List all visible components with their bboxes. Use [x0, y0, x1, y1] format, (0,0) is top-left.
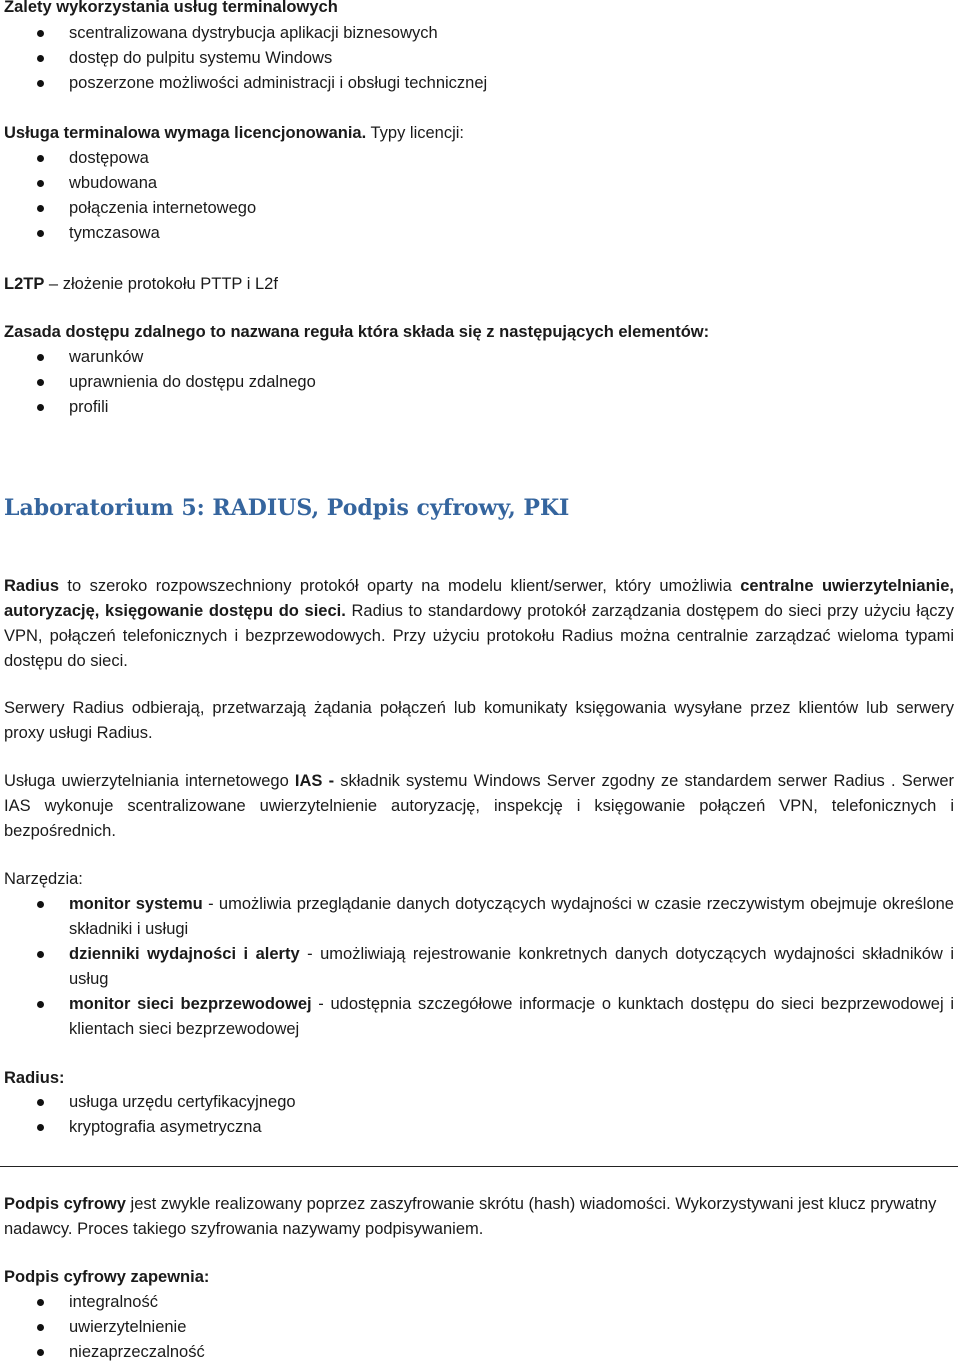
- l2tp-desc: – złożenie protokołu PTTP i L2f: [44, 275, 278, 293]
- remote-access-list: [0, 345, 954, 420]
- license-bold: Usługa terminalowa wymaga licencjonowania.: [4, 124, 367, 142]
- list-item: [0, 992, 954, 1042]
- list-item: usługa urzędu certyfikacyjnego: [0, 1090, 954, 1115]
- remote-access-title: Zasada dostępu zdalnego to nazwana reguła która składa się z następujących elementów:: [4, 323, 710, 341]
- license-paragraph: [4, 121, 954, 146]
- list-item: kryptografia asymetryczna: [0, 1115, 954, 1140]
- tools-list: [0, 892, 954, 1042]
- list-item: profili: [0, 395, 954, 420]
- terminal-title: Zalety wykorzystania usług terminalowych: [4, 0, 338, 16]
- list-item: tymczasowa: [0, 221, 954, 246]
- radius-bold-2: centralne uwierzytelnianie, autoryzację, księgowanie dostępu do sieci.: [4, 577, 954, 620]
- signature-provides-title: Podpis cyfrowy zapewnia:: [4, 1268, 210, 1286]
- list-item: warunków: [0, 345, 954, 370]
- servers-paragraph: Serwery Radius odbierają, przetwarzają żądania połączeń lub komunikaty księgowania wysyłane przez klientów lub serwery proxy usługi Radius.: [4, 699, 954, 742]
- tool-term: monitor sieci bezprzewodowej: [69, 995, 312, 1013]
- tool-term: monitor systemu: [69, 895, 203, 913]
- list-item: [0, 942, 954, 992]
- list-item: dostępowa: [0, 146, 954, 171]
- l2tp-paragraph: [4, 272, 954, 297]
- signature-paragraph: [4, 1192, 954, 1242]
- ias-paragraph: [4, 769, 954, 844]
- list-item: poszerzone możliwości administracji i obsługi technicznej: [0, 71, 954, 96]
- tools-title: Narzędzia:: [4, 870, 83, 888]
- l2tp-term: L2TP: [4, 275, 45, 293]
- license-rest: Typy licencji:: [366, 124, 465, 142]
- signature-provides-list: [0, 1290, 954, 1365]
- radius-paragraph: [4, 574, 954, 674]
- list-item: dostęp do pulpitu systemu Windows: [0, 46, 954, 71]
- tool-desc: - udostępnia szczegółowe informacje o kunktach dostępu do sieci bezprzewodowej i klientach sieci bezprzewodowej: [69, 995, 954, 1038]
- lab-heading: Laboratorium 5: RADIUS, Podpis cyfrowy, PKI: [4, 495, 570, 521]
- list-item: wbudowana: [0, 171, 954, 196]
- license-types-list: [0, 146, 954, 246]
- signature-term: Podpis cyfrowy: [4, 1195, 126, 1213]
- advantages-list: [0, 21, 954, 96]
- tool-term: dzienniki wydajności i alerty: [69, 945, 300, 963]
- list-item: uprawnienia do dostępu zdalnego: [0, 370, 954, 395]
- radius-term: Radius: [4, 577, 60, 595]
- tool-desc: - umożliwia przeglądanie danych dotyczących wydajności w czasie rzeczywistym obejmuje określone składniki i usługi: [69, 895, 954, 938]
- list-item: scentralizowana dystrybucja aplikacji biznesowych: [0, 21, 954, 46]
- radius-list-title: Radius:: [4, 1069, 65, 1087]
- radius-text-2: Radius to standardowy protokół zarządzania dostępem do sieci przy użyciu łączy VPN, połączeń telefonicznych i bezprzewodowych. Przy użyciu protokołu Radius można centralnie zarządzać wieloma typami dostępu do sieci.: [4, 602, 954, 670]
- radius-list: [0, 1090, 954, 1140]
- list-item: uwierzytelnienie: [0, 1315, 954, 1340]
- signature-text: jest zwykle realizowany poprzez zaszyfrowanie skrótu (hash) wiadomości. Wykorzystywani jest klucz prywatny nadawcy. Proces takiego szyfrowania nazywamy podpisywaniem.: [4, 1195, 937, 1238]
- ias-text-1: Usługa uwierzytelniania internetowego: [4, 772, 295, 790]
- ias-text-2: składnik systemu Windows Server zgodny ze standardem serwer Radius . Serwer IAS wykonuje scentralizowane uwierzytelnienie autoryzację, inspekcję i księgowanie połączeń VPN, telefonicznych i bezpośrednich.: [4, 772, 954, 840]
- list-item: połączenia internetowego: [0, 196, 954, 221]
- horizontal-divider: [0, 1166, 958, 1167]
- ias-term: IAS -: [294, 772, 335, 790]
- radius-text-1: to szeroko rozpowszechniony protokół oparty na modelu klient/serwer, który umożliwia: [59, 577, 741, 595]
- list-item: niezaprzeczalność: [0, 1340, 954, 1365]
- list-item: [0, 892, 954, 942]
- list-item: integralność: [0, 1290, 954, 1315]
- tool-desc: - umożliwiają rejestrowanie konkretnych danych dotyczących wydajności składników i usług: [69, 945, 955, 988]
